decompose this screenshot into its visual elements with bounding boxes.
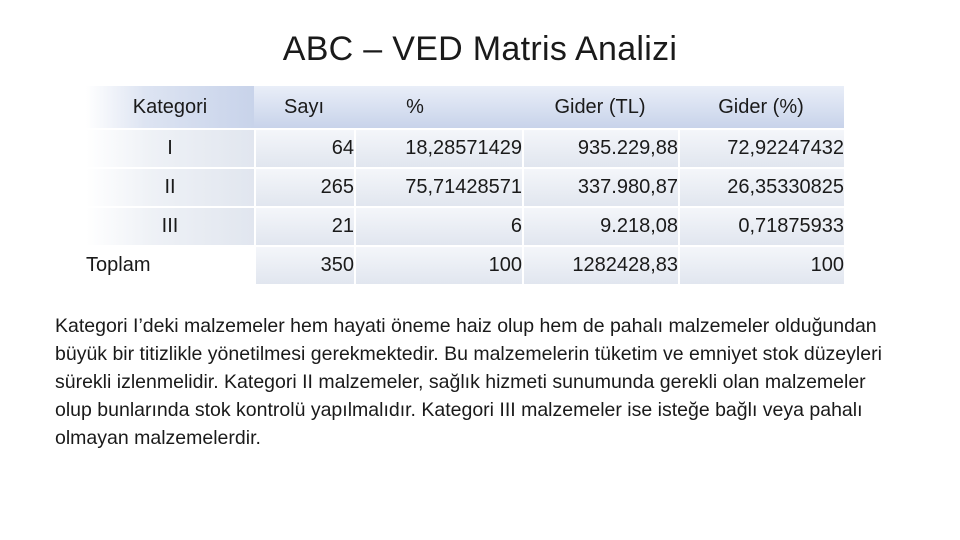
cell-toplam-yuzde: 100 xyxy=(354,245,522,284)
cell-yuzde: 6 xyxy=(354,206,522,245)
cell-gider-yuzde: 26,35330825 xyxy=(678,167,844,206)
header-yuzde: % xyxy=(354,86,522,128)
table-row xyxy=(86,206,844,245)
description-paragraph: Kategori I’deki malzemeler hem hayati öneme haiz olup hem de pahalı malzemeler olduğundan büyük bir titizlikle yönetilmesi gerekmektedir. Bu malzemelerin tüketim ve emniyet stok düzeyleri sürekli izlenmelidir. Kategori II malzemeler, sağlık hizmeti sunumunda gerekli olan malzemeler olup bunlarında stok kontrolü yapılmalıdır. Kategori III malzemeler ise isteğe bağlı veya pahalı olmayan malzemelerdir. xyxy=(55,315,882,449)
cell-toplam-sayi: 350 xyxy=(254,245,354,284)
header-gider-yuzde: Gider (%) xyxy=(678,86,844,128)
table-row xyxy=(86,128,844,167)
cell-gider-tl: 935.229,88 xyxy=(522,128,678,167)
cell-gider-tl: 337.980,87 xyxy=(522,167,678,206)
table-total-row xyxy=(86,245,844,284)
header-sayi: Sayı xyxy=(254,86,354,128)
abc-ved-matrix-table xyxy=(86,86,844,284)
cell-kategori: III xyxy=(86,206,254,245)
cell-gider-yuzde: 0,71875933 xyxy=(678,206,844,245)
cell-yuzde: 75,71428571 xyxy=(354,167,522,206)
table-row xyxy=(86,167,844,206)
cell-toplam-gider-yuzde: 100 xyxy=(678,245,844,284)
cell-kategori: II xyxy=(86,167,254,206)
cell-yuzde: 18,28571429 xyxy=(354,128,522,167)
cell-sayi: 64 xyxy=(254,128,354,167)
cell-gider-yuzde: 72,92247432 xyxy=(678,128,844,167)
cell-toplam-label: Toplam xyxy=(86,245,254,284)
cell-gider-tl: 9.218,08 xyxy=(522,206,678,245)
header-kategori: Kategori xyxy=(86,86,254,128)
cell-sayi: 21 xyxy=(254,206,354,245)
header-gider-tl: Gider (TL) xyxy=(522,86,678,128)
cell-toplam-gider-tl: 1282428,83 xyxy=(522,245,678,284)
cell-kategori: I xyxy=(86,128,254,167)
slide-title: ABC – VED Matris Analizi xyxy=(282,30,678,68)
cell-sayi: 265 xyxy=(254,167,354,206)
table-header-row xyxy=(86,86,844,128)
